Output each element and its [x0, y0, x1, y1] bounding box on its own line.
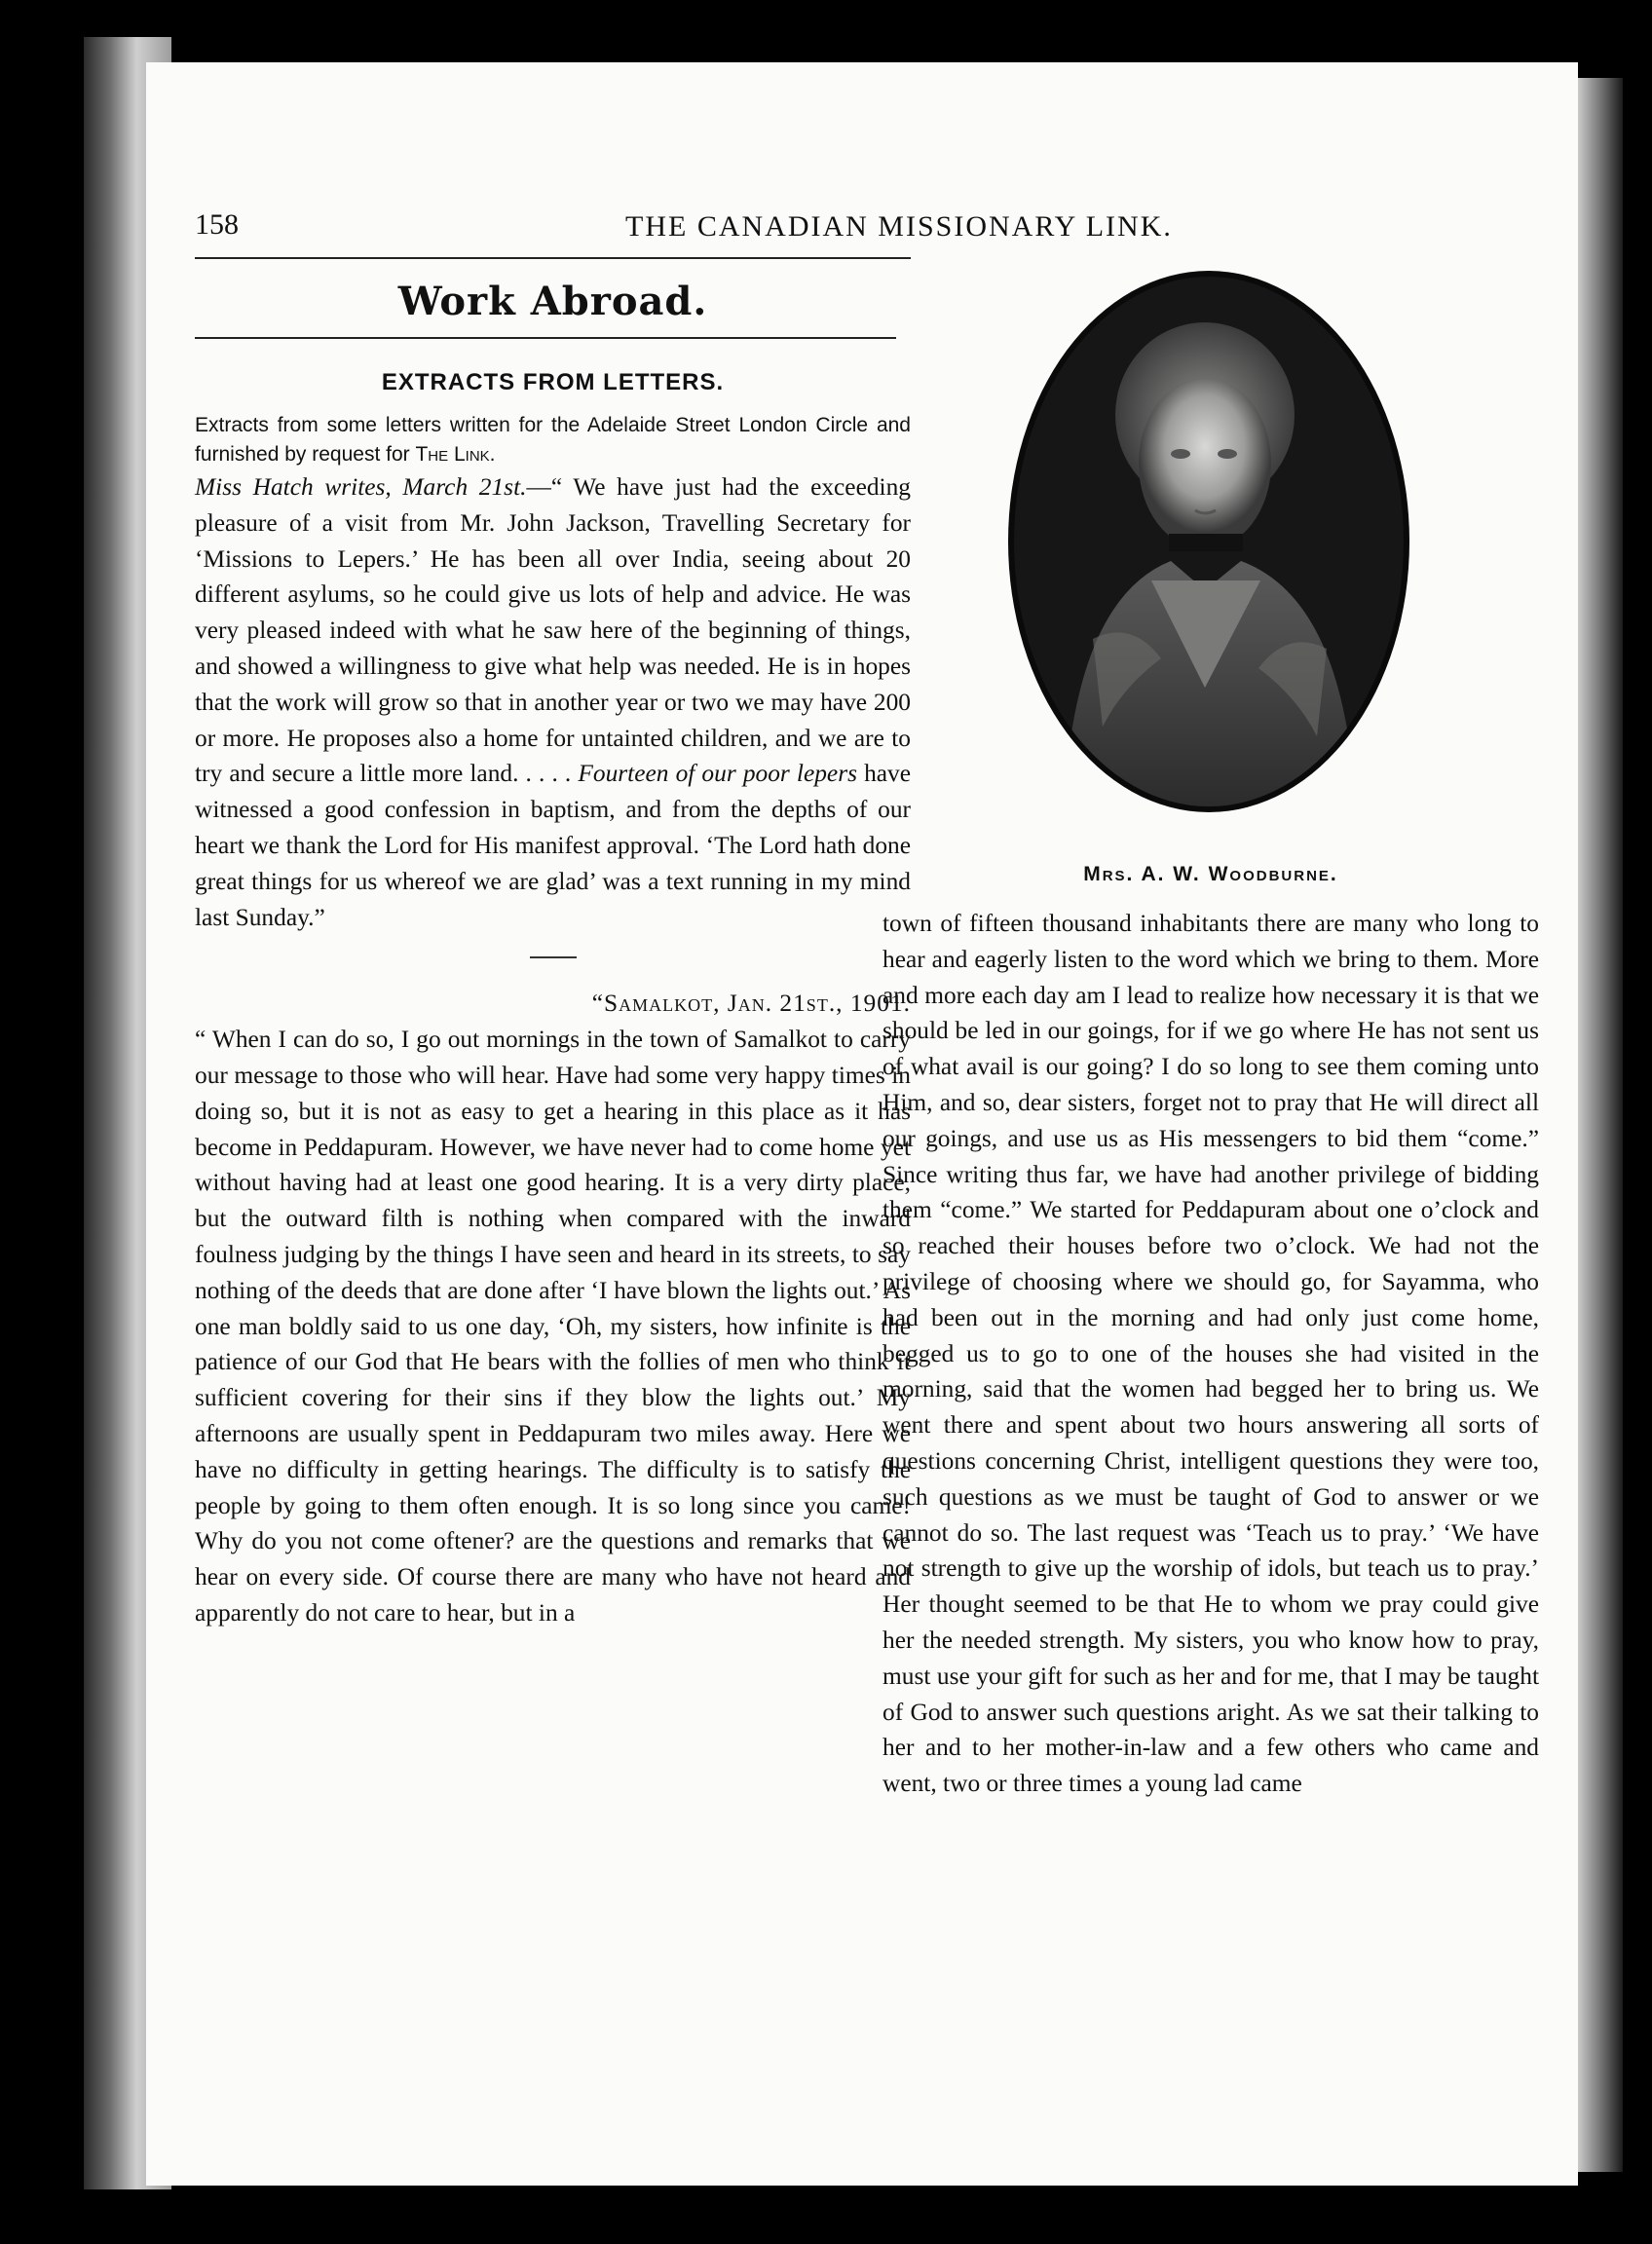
book-right-edge [1574, 78, 1623, 2172]
letter-one-text-b: have witnessed a good confession in baptism, and from the depths of our heart we thank the Lord for His manifest approval. ‘The Lord hath done great things for us whereof we are glad’ was a text running in my mind last Sunday.” [195, 760, 911, 931]
portrait-photo [1005, 269, 1412, 814]
page-number: 158 [195, 208, 239, 241]
running-head [195, 208, 1529, 247]
letter-separator [530, 956, 577, 958]
letter-one-emphasis: Fourteen of our poor lepers [578, 760, 857, 788]
letter-one-attribution: Miss Hatch writes, March 21st. [195, 473, 527, 501]
intro-journal-name: The Link [415, 443, 490, 466]
journal-title: THE CANADIAN MISSIONARY LINK. [625, 210, 1173, 243]
header-rule [195, 257, 911, 259]
letter-one-text-a: —“ We have just had the exceeding pleasure of a visit from Mr. John Jackson, Travelling Secretary for ‘Missions to Lepers.’ He has been all over India, seeing about 20 different asylums, so he could give us lots of help and advice. He was very pleased indeed with what he saw here of the beginning of things, and showed a willingness to give what help was needed. He is in hopes that the work will grow so that in another year or two we may have 200 or more. He proposes also a home for untainted children, and we are to try and secure a little more land. . . . . [195, 473, 911, 788]
letter-two-text-right: town of fifteen thousand inhabitants there are many who long to hear and eagerly listen to the word which we bring to them. More and more each day am I lead to realize how necessary it is that we should be led in our goings, for if we go where He has not sent us of what avail is our going? I do so long to see them coming unto Him, and so, dear sisters, forget not to pray that He will direct all our goings, and use us as His messengers to bid them “come.” Since writing thus far, we have had another privilege of bidding them “come.” We started for Peddapuram about one o’clock and so reached their houses before two o’clock. We had not the privilege of choosing where we should go, for Sayamma, who had been out in the morning and had only just come home, begged us to go to one of the houses she had visited in the morning, said that the women had begged her to bring us. We went there and spent about two hours answering all sorts of questions concerning Christ, intelligent questions they were too, such questions as we must be taught of God to answer or we cannot do so. The last request was ‘Teach us to pray.’ ‘We have not strength to give up the worship of idols, but teach us to pray.’ Her thought seemed to be that He to whom we pray could give her the needed strength. My sisters, you who know how to pray, must use your gift for such as her and for me, that I may be taught of God to answer such questions aright. As we sat their talking to her and to her mother-in-law and a few others who came and went, two or three times a young lad came [882, 910, 1539, 1798]
section-title-rule [195, 337, 896, 339]
letter-one [195, 469, 911, 935]
book-page [146, 62, 1578, 2186]
intro-end: . [489, 443, 496, 466]
article-intro [195, 411, 911, 469]
portrait-image [1005, 269, 1412, 814]
right-column [882, 906, 1539, 1802]
section-title: Work Abroad. [397, 279, 708, 324]
letter-two-dateline: “Samalkot, Jan. 21st., 1901. [591, 990, 911, 1018]
portrait-caption: Mrs. A. W. Woodburne. [1083, 863, 1338, 885]
left-column [195, 364, 911, 1631]
article-heading: EXTRACTS FROM LETTERS. [381, 369, 725, 395]
intro-text: Extracts from some letters written for the Adelaide Street London Circle and furnished by request for [195, 414, 911, 466]
letter-two-text-left: “ When I can do so, I go out mornings in the town of Samalkot to carry our message to those who will hear. Have had some very happy times in doing so, but it is not as easy to get a hearing in this place as it has become in Peddapuram. However, we have never had to come home yet without having had at least one good hearing. It is a very dirty place, but the outward filth is nothing when compared with the inward foulness judging by the things I have seen and heard in its streets, to say nothing of the deeds that are done after ‘I have blown the lights out.’ As one man boldly said to us one day, ‘Oh, my sisters, how infinite is the patience of our God that He bears with the follies of men who think it sufficient covering for their sins if they blow the lights out.’ My afternoons are usually spent in Peddapuram two miles away. Here we have no difficulty in getting hearings. The difficulty is to satisfy the people by going to them often enough. It is so long since you came! Why do you not come oftener? are the questions and remarks that we hear on every side. Of course there are many who have not heard and apparently do not care to hear, but in a [195, 1026, 911, 1627]
